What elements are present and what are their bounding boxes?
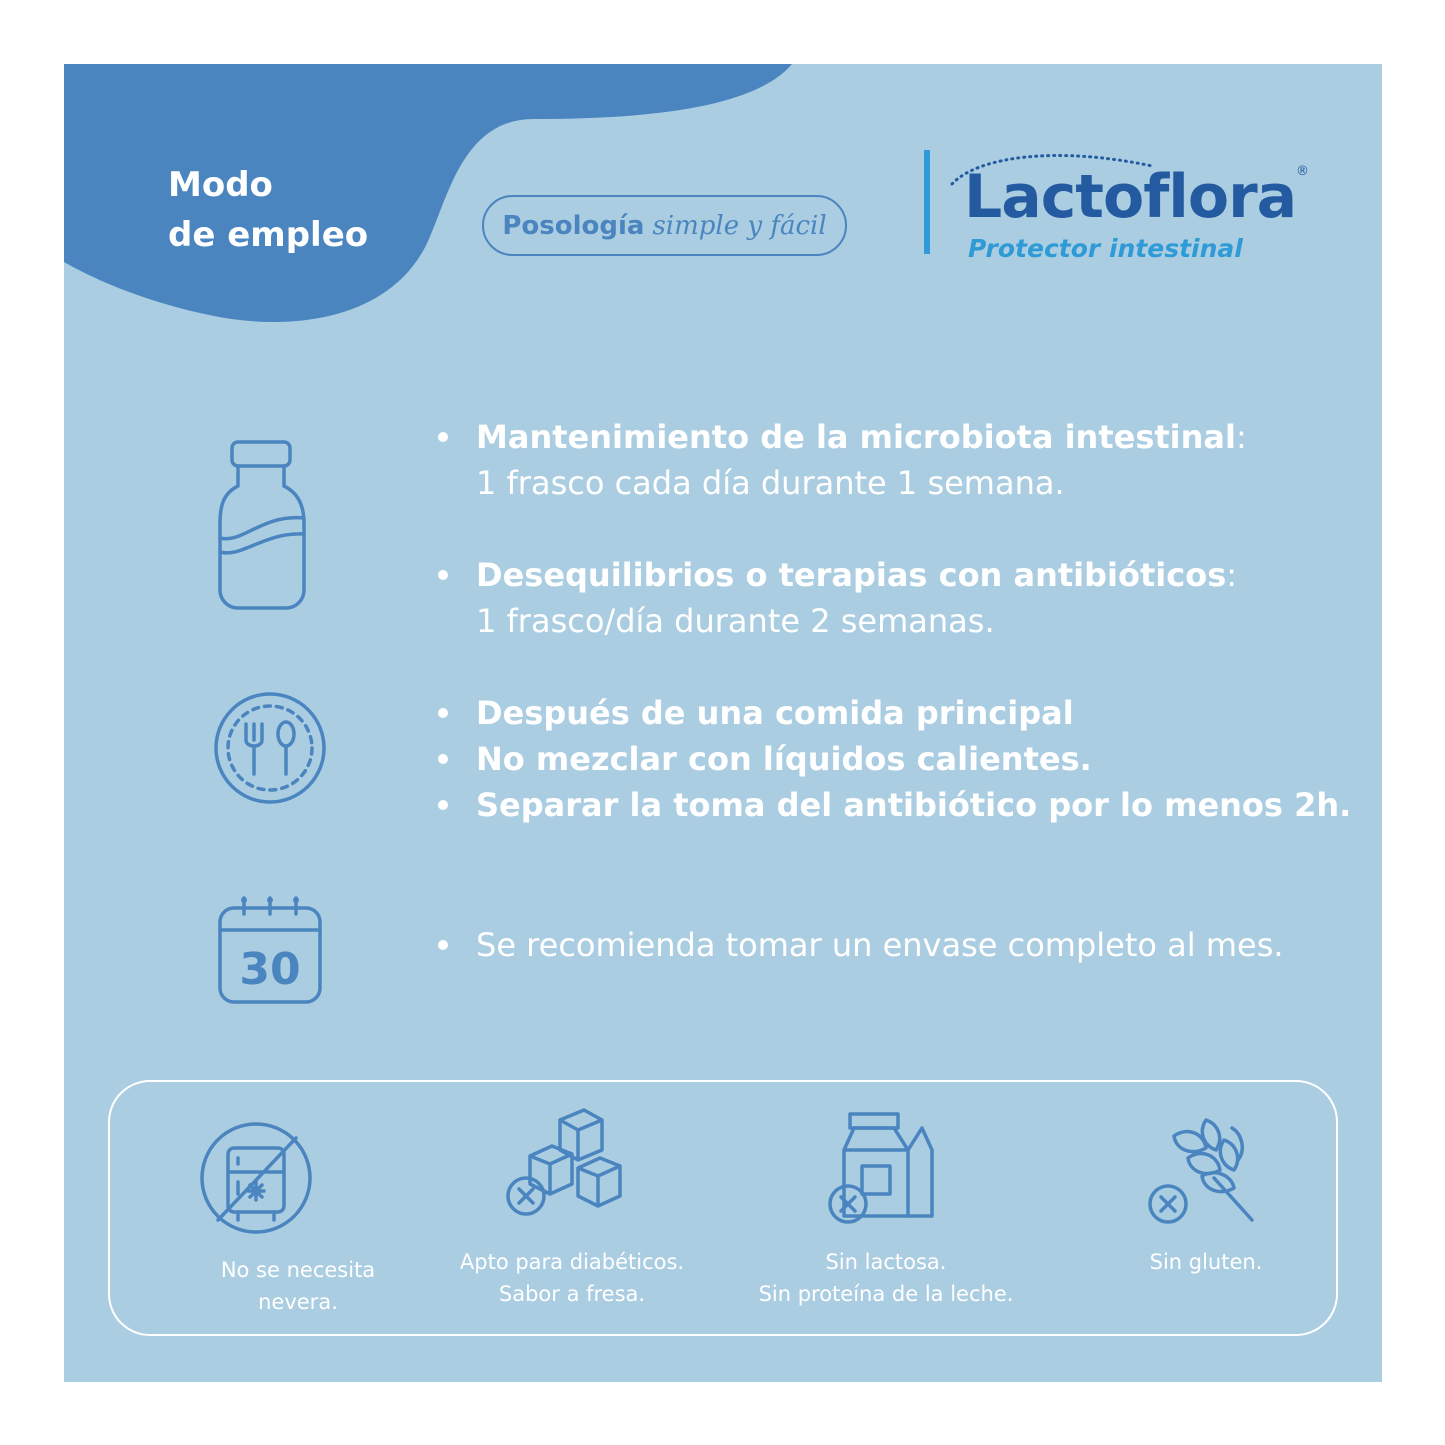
brand-tagline: Protector intestinal (968, 234, 1243, 263)
brand-name: Lactoflora (964, 162, 1297, 232)
feature-label-line-2: nevera. (258, 1290, 338, 1314)
no-fridge-icon (148, 1102, 448, 1242)
badge-bold-text: Posología (502, 210, 645, 241)
list-item (434, 782, 1351, 828)
list-item (434, 922, 1284, 968)
brand-logo (924, 148, 1314, 268)
badge-italic-text: simple y fácil (652, 210, 827, 241)
feature-label-line-1: Sin lactosa. (825, 1250, 947, 1274)
calendar-icon (216, 892, 326, 1008)
item-detail: 1 frasco/día durante 2 semanas. (476, 602, 995, 640)
plate-cutlery-icon (212, 690, 328, 806)
feature-label (1056, 1246, 1356, 1278)
item-title: Separar la toma del antibiótico por lo menos 2h. (476, 786, 1352, 824)
item-suffix: : (1226, 556, 1238, 594)
list-item (434, 552, 1247, 644)
feature-label-line-2: Sabor a fresa. (498, 1282, 646, 1306)
item-suffix: : (1235, 418, 1247, 456)
feature-gluten-free (1056, 1082, 1356, 1338)
info-panel (64, 64, 1382, 1382)
features-box (108, 1080, 1338, 1336)
title-line-1: Modo (168, 165, 273, 205)
posology-badge (482, 195, 847, 256)
item-title: Después de una comida principal (476, 694, 1074, 732)
item-title: Mantenimiento de la microbiota intestinal (476, 418, 1236, 456)
feature-label-line-1: Sin gluten. (1149, 1250, 1263, 1274)
feature-no-fridge (148, 1082, 448, 1338)
calendar-number: 30 (239, 944, 301, 995)
item-text: Se recomienda tomar un envase completo al mes. (476, 926, 1284, 964)
no-sugar-icon (422, 1092, 722, 1232)
no-milk-icon (736, 1092, 1036, 1232)
feature-label-line-1: Apto para diabéticos. (459, 1250, 685, 1274)
intake-rules-list (434, 690, 1351, 828)
list-item (434, 690, 1351, 736)
feature-diabetic (422, 1082, 722, 1338)
maintenance-list (434, 414, 1247, 644)
list-item (434, 736, 1351, 782)
item-detail: 1 frasco cada día durante 1 semana. (476, 464, 1065, 502)
registered-mark: ® (1296, 164, 1309, 179)
list-item (434, 414, 1247, 506)
item-title: Desequilibrios o terapias con antibióticos (476, 556, 1227, 594)
feature-label-line-1: No se necesita (220, 1258, 376, 1282)
feature-lactose-free (736, 1082, 1036, 1338)
feature-label (736, 1246, 1036, 1310)
feature-label-line-2: Sin proteína de la leche. (758, 1282, 1014, 1306)
bottle-icon (212, 434, 312, 614)
logo-bar (924, 150, 930, 254)
monthly-list (434, 922, 1284, 968)
feature-label (148, 1254, 448, 1318)
no-gluten-icon (1056, 1102, 1356, 1242)
title-line-2: de empleo (168, 215, 369, 255)
feature-label (422, 1246, 722, 1310)
item-title: No mezclar con líquidos calientes. (476, 740, 1092, 778)
page-title (168, 160, 368, 260)
